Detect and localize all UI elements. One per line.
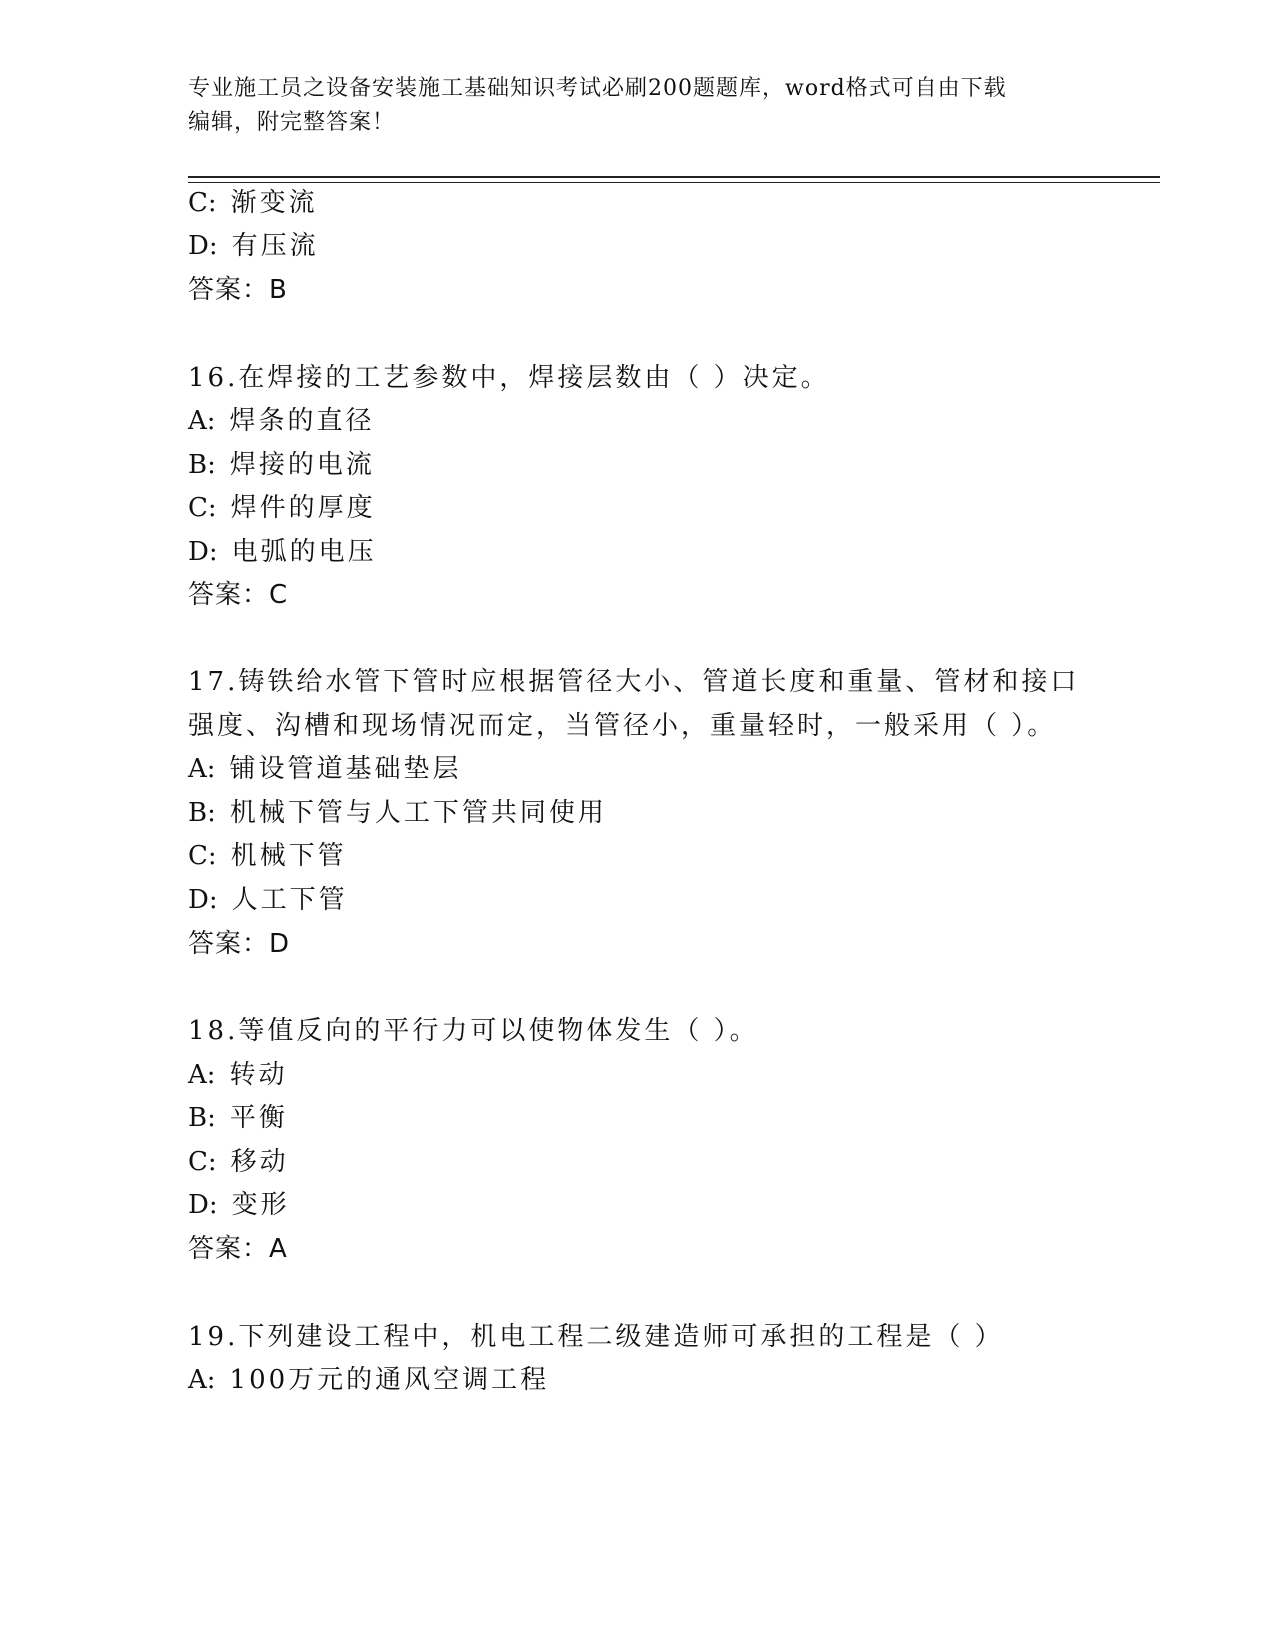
option-text: 人工下管	[231, 885, 348, 915]
option-line	[188, 752, 462, 786]
option-text: 焊条的直径	[229, 406, 375, 436]
option-letter: C:	[188, 188, 217, 218]
question-line: 16.在焊接的工艺参数中，焊接层数由（ ）决定。	[188, 363, 830, 393]
option-text: 焊接的电流	[229, 450, 375, 480]
header-title-line-2: 编辑，附完整答案！	[188, 110, 396, 135]
option-text: 100万元的通风空调工程	[229, 1365, 550, 1395]
option-line	[188, 491, 376, 525]
option-line	[188, 1145, 289, 1179]
option-line	[188, 1363, 549, 1397]
header-divider-thin	[188, 182, 1160, 183]
option-line	[188, 186, 318, 220]
answer-line: 答案：C	[188, 580, 289, 610]
option-line	[188, 796, 607, 830]
option-letter: A:	[188, 1365, 216, 1395]
option-letter: C:	[188, 493, 217, 523]
option-letter: B:	[188, 1103, 216, 1133]
option-text: 机械下管	[230, 841, 347, 871]
option-line	[188, 404, 375, 438]
option-text: 有压流	[231, 231, 319, 261]
option-letter: D:	[188, 231, 218, 261]
option-letter: D:	[188, 537, 218, 567]
question-line: 18.等值反向的平行力可以使物体发生（ ）。	[188, 1016, 759, 1046]
option-text: 变形	[231, 1190, 290, 1220]
option-text: 平衡	[229, 1103, 288, 1133]
question-line: 17.铸铁给水管下管时应根据管径大小、管道长度和重量、管材和接口	[188, 667, 1080, 697]
option-text: 转动	[229, 1060, 288, 1090]
option-letter: A:	[188, 754, 216, 784]
option-letter: B:	[188, 798, 216, 828]
option-line	[188, 883, 348, 917]
option-line	[188, 448, 375, 482]
question-line: 强度、沟槽和现场情况而定，当管径小，重量轻时，一般采用（ ）。	[188, 711, 1057, 741]
option-line	[188, 229, 319, 263]
option-line	[188, 839, 347, 873]
option-text: 移动	[230, 1147, 289, 1177]
option-text: 机械下管与人工下管共同使用	[229, 798, 607, 828]
option-letter: B:	[188, 450, 216, 480]
option-letter: A:	[188, 406, 216, 436]
header-title-line-1: 专业施工员之设备安装施工基础知识考试必刷200题题库，word格式可自由下载	[188, 76, 1007, 101]
option-letter: D:	[188, 885, 218, 915]
answer-line: 答案：D	[188, 929, 291, 959]
option-text: 渐变流	[230, 188, 318, 218]
option-text: 铺设管道基础垫层	[229, 754, 462, 784]
option-text: 电弧的电压	[231, 537, 377, 567]
option-letter: D:	[188, 1190, 218, 1220]
document-header	[188, 72, 1068, 140]
option-line	[188, 1101, 288, 1135]
answer-line: 答案：A	[188, 1234, 288, 1264]
answer-line: 答案：B	[188, 275, 288, 305]
option-line	[188, 1188, 290, 1222]
option-text: 焊件的厚度	[230, 493, 376, 523]
option-letter: C:	[188, 1147, 217, 1177]
question-line: 19.下列建设工程中，机电工程二级建造师可承担的工程是（ ）	[188, 1322, 1004, 1352]
header-divider-thick	[188, 176, 1160, 178]
option-letter: A:	[188, 1060, 216, 1090]
option-letter: C:	[188, 841, 217, 871]
option-line	[188, 535, 377, 569]
option-line	[188, 1058, 288, 1092]
